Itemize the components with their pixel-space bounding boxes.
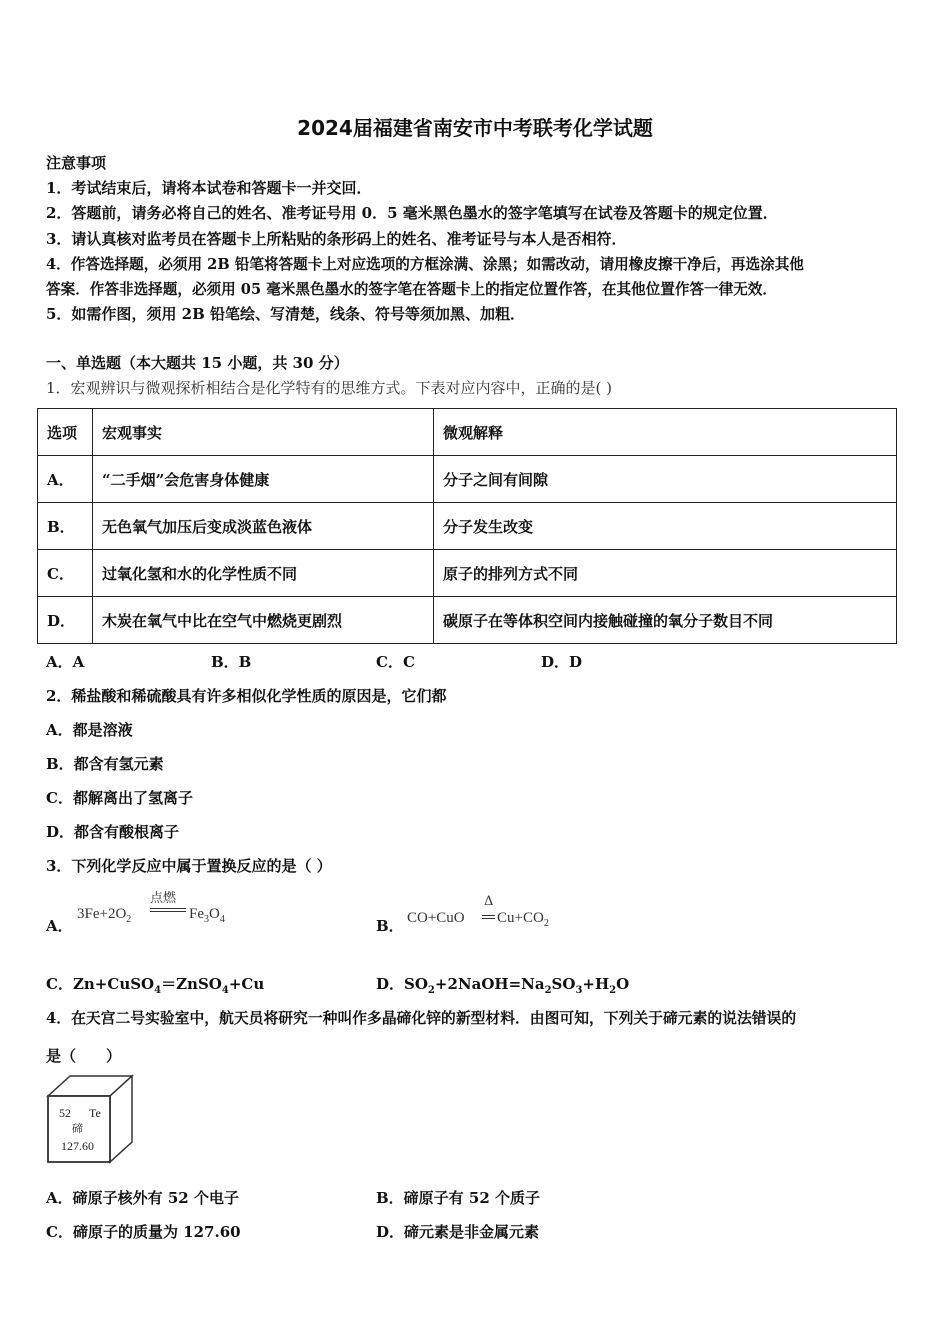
table-cell: 原子的排列方式不同 (434, 550, 897, 597)
table-header-cell: 宏观事实 (93, 409, 434, 456)
table-row (38, 550, 897, 597)
q2-option-c[interactable]: C．都解离出了氢离子 (46, 789, 193, 807)
q4-option-a[interactable]: A．碲原子核外有 52 个电子 (46, 1189, 239, 1207)
table-cell: D． (38, 597, 93, 644)
q3-option-a-condition: 点燃 (150, 891, 177, 906)
table-cell: 碳原子在等体积空间内接触碰撞的氧分子数目不同 (434, 597, 897, 644)
table-cell: A． (38, 456, 93, 503)
notice-item: 3．请认真核对监考员在答题卡上所粘贴的条形码上的姓名、准考证号与本人是否相符． (46, 230, 627, 248)
element-symbol: Te (89, 1106, 101, 1120)
table-cell: “二手烟”会危害身体健康 (93, 456, 434, 503)
q4-option-d[interactable]: D．碲元素是非金属元素 (376, 1223, 540, 1241)
q3-option-c[interactable]: C．Zn+CuSO$_4$＝ZnSO$_4$+Cu (46, 975, 265, 996)
element-card-tellurium (46, 1072, 138, 1164)
q4-option-c[interactable]: C．碲原子的质量为 127.60 (46, 1223, 241, 1241)
q1-table (37, 408, 897, 644)
element-mass: 127.60 (61, 1139, 94, 1153)
q3-option-a-label[interactable]: A． (46, 917, 73, 935)
notice-heading: 注意事项 (46, 154, 107, 172)
table-row (38, 597, 897, 644)
table-header-cell: 微观解释 (434, 409, 897, 456)
q1-option-b[interactable]: B．B (211, 653, 252, 671)
q4-stem-cont: 是（ ） (46, 1047, 122, 1065)
q3-option-a-rhs: $Fe_3O_4$ (189, 906, 225, 925)
q3-option-b-rhs: $Cu+CO_2$ (497, 910, 549, 929)
q2-option-b[interactable]: B．都含有氢元素 (46, 755, 164, 773)
table-cell: B． (38, 503, 93, 550)
table-row (38, 456, 897, 503)
equals-sign (482, 915, 495, 919)
notice-item: 4．作答选择题，必须用 2B 铅笔将答题卡上对应选项的方框涂满、涂黑；如需改动，请用橡皮擦干净后，再选涂其他 (46, 256, 804, 273)
q3-option-d[interactable]: D．$SO_2+2NaOH=Na_2SO_3+H_2O$ (376, 975, 630, 996)
table-row (38, 503, 897, 550)
table-cell: 过氧化氢和水的化学性质不同 (93, 550, 434, 597)
q3-option-b-label[interactable]: B． (376, 917, 404, 935)
q1-option-d[interactable]: D．D (541, 653, 583, 671)
q4-stem: 4．在天宫二号实验室中，航天员将研究一种叫作多晶碲化锌的新型材料．由图可知，下列关于碲元素的说法错误的 (46, 1010, 797, 1027)
section-heading: 一、单选题（本大题共 15 小题，共 30 分） (46, 354, 349, 372)
notice-item: 5．如需作图，须用 2B 铅笔绘、写清楚，线条、符号等须加黑、加粗． (46, 305, 525, 323)
notice-item: 答案．作答非选择题，必须用 05 毫米黑色墨水的签字笔在答题卡上的指定位置作答，在其他位置作答一律无效． (46, 281, 777, 298)
exam-title: 2024届福建省南安市中考联考化学试题 (297, 116, 653, 140)
table-cell: 分子之间有间隙 (434, 456, 897, 503)
table-cell: 木炭在氧气中比在空气中燃烧更剧烈 (93, 597, 434, 644)
notice-item: 1．考试结束后，请将本试卷和答题卡一并交回． (46, 179, 372, 197)
table-cell: 无色氧气加压后变成淡蓝色液体 (93, 503, 434, 550)
table-header-cell: 选项 (38, 409, 93, 456)
element-number: 52 (59, 1106, 71, 1120)
equals-sign (150, 908, 186, 912)
q1-option-a[interactable]: A．A (46, 653, 85, 671)
q1-option-c[interactable]: C．C (376, 653, 415, 671)
q1-stem: 1．宏观辨识与微观探析相结合是化学特有的思维方式。下表对应内容中，正确的是( ) (46, 379, 613, 397)
q2-stem: 2．稀盐酸和稀硫酸具有许多相似化学性质的原因是，它们都 (46, 687, 447, 705)
q3-option-b-lhs: CO+CuO (407, 910, 465, 926)
table-cell: 分子发生改变 (434, 503, 897, 550)
q4-option-b[interactable]: B．碲原子有 52 个质子 (376, 1189, 540, 1207)
q3-option-b-condition: Δ (484, 894, 494, 909)
table-cell: C． (38, 550, 93, 597)
notice-item: 2．答题前，请务必将自己的姓名、准考证号用 0．5 毫米黑色墨水的签字笔填写在试卷及答题卡的规定位置． (46, 204, 778, 222)
q3-stem: 3．下列化学反应中属于置换反应的是（ ） (46, 857, 332, 875)
table-header-row (38, 409, 897, 456)
q2-option-a[interactable]: A．都是溶液 (46, 721, 133, 739)
q2-option-d[interactable]: D．都含有酸根离子 (46, 823, 180, 841)
element-name: 碲 (72, 1122, 83, 1135)
q3-option-a-lhs: $3Fe+2O_2$ (77, 906, 132, 925)
